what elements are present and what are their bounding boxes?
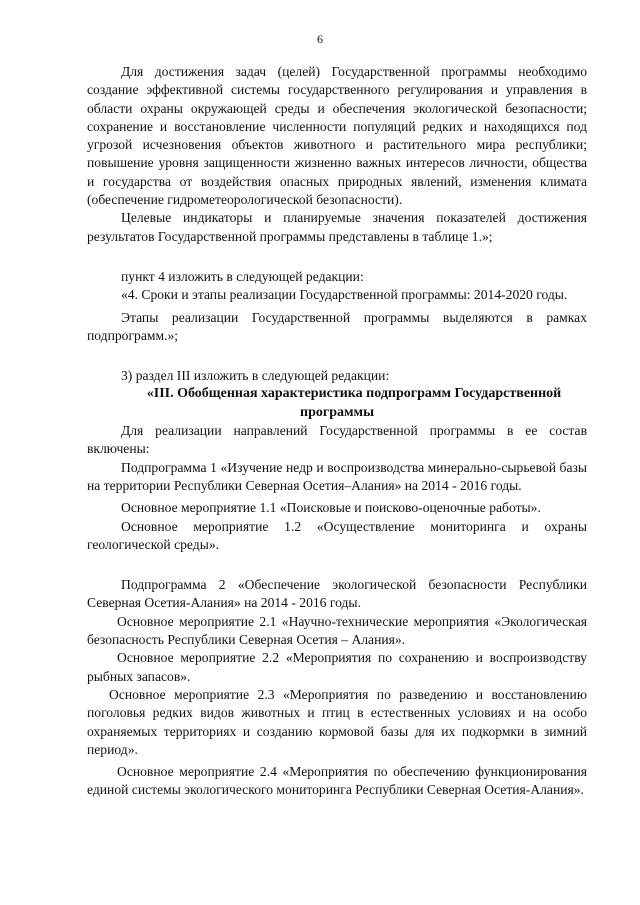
paragraph-activity-2-3: Основное мероприятие 2.3 «Мероприятия по разведению и восстановлению поголовья редких видов животных и птиц в естественных условиях и на особо охраняемых территориях и созданию кормовой базы для их подкормки в зимний период». xyxy=(87,686,587,757)
paragraph-activity-1-2: Основное мероприятие 1.2 «Осуществление мониторинга и охраны геологической среды». xyxy=(87,518,587,552)
paragraph-section-3: 3) раздел III изложить в следующей редакции: xyxy=(121,368,390,384)
paragraph-activity-1-1: Основное мероприятие 1.1 «Поисковые и поисково-оценочные работы». xyxy=(121,500,541,516)
paragraph-terms: «4. Сроки и этапы реализации Государственной программы: 2014-2020 годы. xyxy=(121,287,568,303)
section-heading: «III. Обобщенная характеристика подпрограмм Государственной программы xyxy=(146,386,562,420)
document-body xyxy=(87,63,587,800)
page-number: 6 xyxy=(317,32,323,46)
paragraph-item-4: пункт 4 изложить в следующей редакции: xyxy=(121,268,364,284)
paragraph-activity-2-1: Основное мероприятие 2.1 «Научно-технические мероприятия «Экологическая безопасность Республики Северная Осетия – Алания». xyxy=(87,613,587,648)
paragraph-activity-2-4: Основное мероприятие 2.4 «Мероприятия по обеспечению функционирования единой системы экологического мониторинга Республики Северная Осетия-Алания». xyxy=(87,764,587,798)
paragraph-indicators: Целевые индикаторы и планируемые значения показателей достижения результатов Государственной программы представлены в таблице 1.»; xyxy=(87,210,587,244)
paragraph-included: Для реализации направлений Государственной программы в ее состав включены: xyxy=(87,423,587,457)
paragraph-activity-2-2: Основное мероприятие 2.2 «Мероприятия по сохранению и воспроизводству рыбных запасов». xyxy=(87,650,587,684)
paragraph-goals: Для достижения задач (целей) Государственной программы необходимо создание эффективной системы государственного регулирования и управления в области охраны окружающей среды и обеспечения экологической безопасности; сохранение и восстановление численности популяций редких и находящихся под угрозой исчезновения объектов животного и растительного мира республики; повышение уровня защищенности жизненно важных интересов личности, общества и государства от воздействия опасных природных явлений, изменения климата (обеспечение гидрометеорологической безопасности). xyxy=(87,64,587,208)
paragraph-subprogram-1: Подпрограмма 1 «Изучение недр и воспроизводства минерально-сырьевой базы на территории Республики Северная Осетия–Алания» на 2014 - 2016 годы. xyxy=(87,459,587,493)
paragraph-subprogram-2: Подпрограмма 2 «Обеспечение экологической безопасности Республики Северная Осетия-Алания» на 2014 - 2016 годы. xyxy=(87,577,587,611)
paragraph-stages: Этапы реализации Государственной программы выделяются в рамках подпрограмм.»; xyxy=(87,309,587,343)
